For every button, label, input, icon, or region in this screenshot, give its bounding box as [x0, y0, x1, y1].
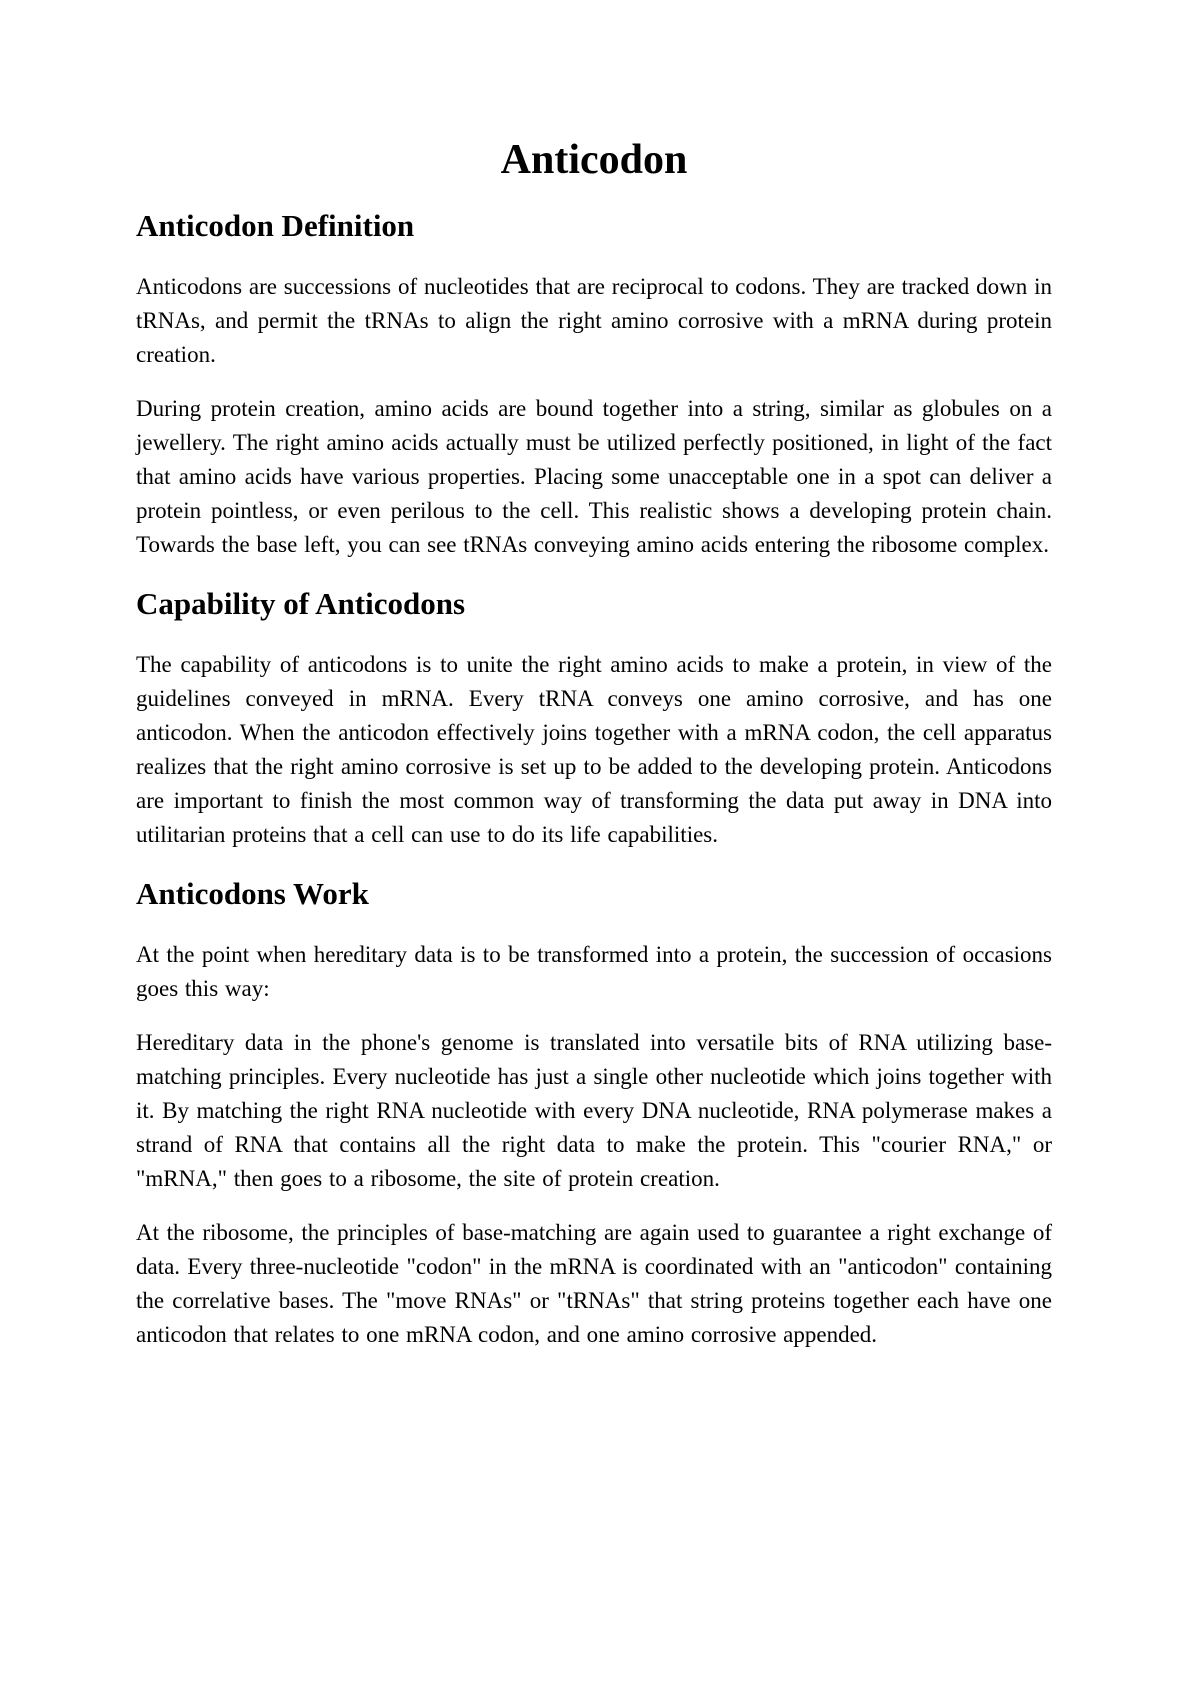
paragraph: The capability of anticodons is to unite the right amino acids to make a protein, in view of the guidelines conveyed in mRNA. Every tRNA conveys one amino corrosive, and has one anticodon. When the anticodon effectively joins together with a mRNA codon, the cell apparatus realizes that the right amino corrosive is set up to be added to the developing protein. Anticodons are important to finish the most common way of transforming the data put away in DNA into utilitarian proteins that a cell can use to do its life capabilities.	[136, 652, 1052, 847]
paragraph: During protein creation, amino acids are bound together into a string, similar as globules on a jewellery. The right amino acids actually must be utilized perfectly positioned, in light of the fact that amino acids have various properties. Placing some unacceptable one in a spot can deliver a protein pointless, or even perilous to the cell. This realistic shows a developing protein chain. Towards the base left, you can see tRNAs conveying amino acids entering the ribosome complex.	[136, 396, 1052, 557]
document-title: Anticodon	[500, 137, 688, 183]
paragraph: Anticodons are successions of nucleotides that are reciprocal to codons. They are tracked down in tRNAs, and permit the tRNAs to align the right amino corrosive with a mRNA during protein creation.	[136, 274, 1052, 367]
section-heading-capability-of-anticodons: Capability of Anticodons	[136, 586, 466, 621]
section-heading-anticodons-work: Anticodons Work	[136, 876, 369, 911]
paragraph: At the point when hereditary data is to be transformed into a protein, the succession of occasions goes this way:	[136, 942, 1052, 1001]
section-heading-anticodon-definition: Anticodon Definition	[136, 208, 415, 243]
paragraph: Hereditary data in the phone's genome is translated into versatile bits of RNA utilizing base-matching principles. Every nucleotide has just a single other nucleotide which joins together with it. By matching the right RNA nucleotide with every DNA nucleotide, RNA polymerase makes a strand of RNA that contains all the right data to make the protein. This "courier RNA," or "mRNA," then goes to a ribosome, the site of protein creation.	[136, 1030, 1052, 1191]
paragraph: At the ribosome, the principles of base-matching are again used to guarantee a right exchange of data. Every three-nucleotide "codon" in the mRNA is coordinated with an "anticodon" containing the correlative bases. The "move RNAs" or "tRNAs" that string proteins together each have one anticodon that relates to one mRNA codon, and one amino corrosive appended.	[136, 1220, 1052, 1347]
